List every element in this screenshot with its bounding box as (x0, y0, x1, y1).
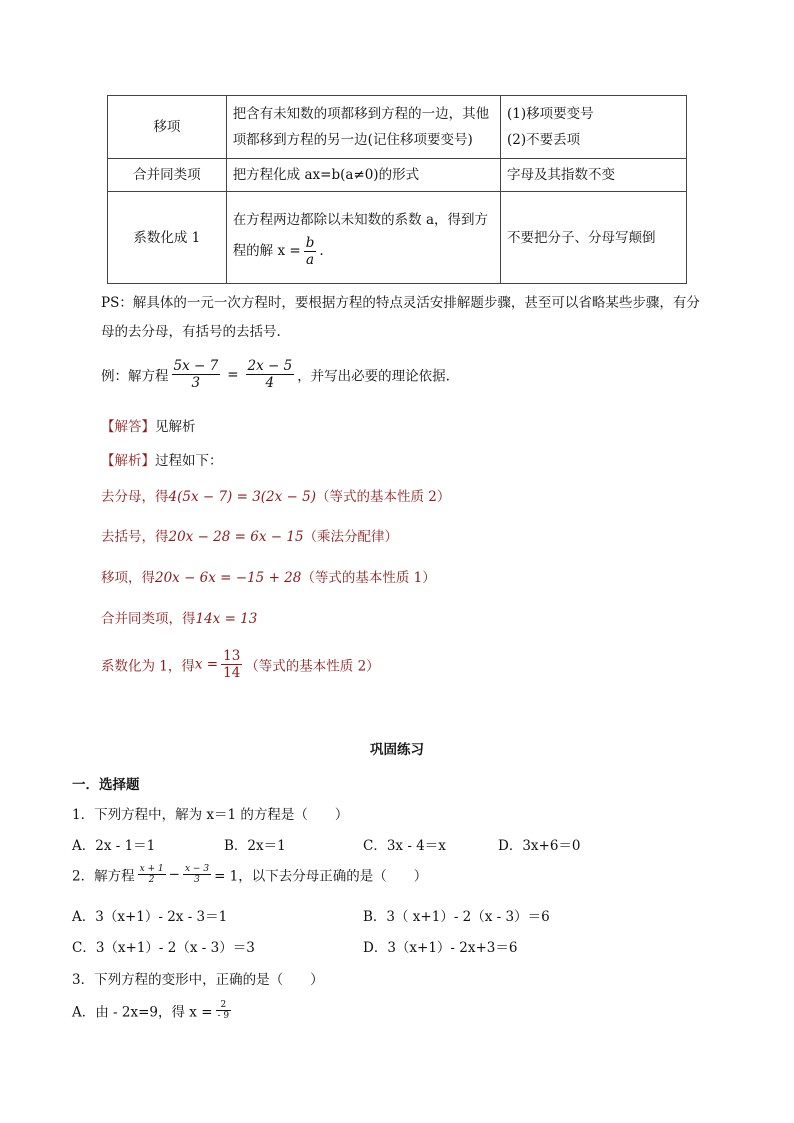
analysis-tag: 【解析】 (101, 453, 155, 469)
method-cell (226, 96, 500, 159)
method-text: 项都移到方程的另一边(记住移项要变号) (232, 132, 473, 148)
note-cell (501, 96, 687, 159)
solution-step: 去括号，得20x − 28 = 6x − 15（乘法分配律） (101, 529, 399, 545)
fraction: $\frac{13}{14}$ (223, 648, 241, 681)
option-a: A．3（x+1）- 2x - 3＝1 (72, 909, 228, 925)
answer-line: 【解答】见解析 (101, 419, 196, 435)
method-text: 把含有未知数的项都移到方程的一边，其他 (232, 106, 490, 122)
option-d: D．3x+6＝0 (498, 838, 581, 854)
fraction: $\frac{x - 3}{3}$ (184, 864, 210, 885)
option-d: D．3（x+1）- 2x+3＝6 (363, 940, 518, 956)
solution-step: 移项，得20x − 6x = −15 + 28（等式的基本性质 1） (101, 570, 436, 586)
note-text: (2)不要丢项 (507, 132, 581, 148)
method-cell (226, 192, 500, 284)
question-stem: 3．下列方程的变形中，正确的是（ ） (72, 972, 324, 988)
method-text: 在方程两边都除以未知数的系数 a，得到方 (232, 212, 489, 228)
section-heading: 一．选择题 (72, 777, 140, 793)
ps-line: PS：解具体的一元一次方程时，要根据方程的特点灵活安排解题步骤，甚至可以省略某些步骤，有分 (101, 295, 700, 311)
method-text: 程的解 x = $\frac{b}{a}$ . (232, 235, 324, 268)
fraction: $\frac{2x - 5}{4}$ (247, 358, 293, 391)
solution-step: 去分母，得4(5x − 7) = 3(2x − 5)（等式的基本性质 2） (101, 489, 451, 505)
fraction: $\frac{5x - 7}{3}$ (173, 358, 219, 391)
solution-step: 合并同类项，得14x = 13 (101, 611, 258, 627)
fraction: $\frac{b}{a}$ (305, 235, 315, 268)
step-cell: 合并同类项 (108, 159, 227, 192)
answer-tag: 【解答】 (101, 419, 155, 435)
table-row (108, 96, 687, 159)
question-stem: 1．下列方程中，解为 x＝1 的方程是（ ） (72, 807, 349, 823)
option-c: C．3（x+1）- 2（x - 3）＝3 (72, 940, 255, 956)
method-cell: 把方程化成 ax=b(a≠0)的形式 (226, 159, 500, 192)
fraction: $\frac{x + 1}{2}$ (139, 864, 164, 885)
option-a: A．由 - 2x=9，得 x = $\frac{2}{- 9}$ (72, 1000, 230, 1021)
steps-table (107, 95, 687, 284)
option-b: B．3（ x+1）- 2（x - 3）＝6 (363, 909, 550, 925)
option-b: B．2x＝1 (224, 838, 286, 854)
table-row (108, 192, 687, 284)
practice-title: 巩固练习 (370, 742, 424, 758)
table-row (108, 159, 687, 192)
note-cell: 字母及其指数不变 (501, 159, 687, 192)
analysis-line: 【解析】过程如下： (101, 453, 223, 469)
example-line: 例：解方程 $\frac{5x - 7}{3}$ = $\frac{2x - 5}{4}$ ，并写出必要的理论依据. (101, 358, 450, 391)
option-a: A．2x - 1＝1 (72, 838, 156, 854)
fraction: $\frac{2}{- 9}$ (217, 1000, 230, 1021)
step-cell: 移项 (108, 96, 227, 159)
note-text: (1)移项要变号 (507, 106, 594, 122)
note-cell: 不要把分子、分母写颠倒 (501, 192, 687, 284)
option-c: C．3x - 4＝x (363, 838, 446, 854)
step-cell: 系数化成 1 (108, 192, 227, 284)
ps-line: 母的去分母，有括号的去括号. (101, 324, 281, 340)
question-stem: 2．解方程 $\frac{x + 1}{2}$ − $\frac{x - 3}{3}$ = 1，以下去分母正确的是（ ） (72, 864, 428, 885)
solution-step: 系数化为 1，得x = $\frac{13}{14}$ （等式的基本性质 2） (101, 648, 380, 681)
